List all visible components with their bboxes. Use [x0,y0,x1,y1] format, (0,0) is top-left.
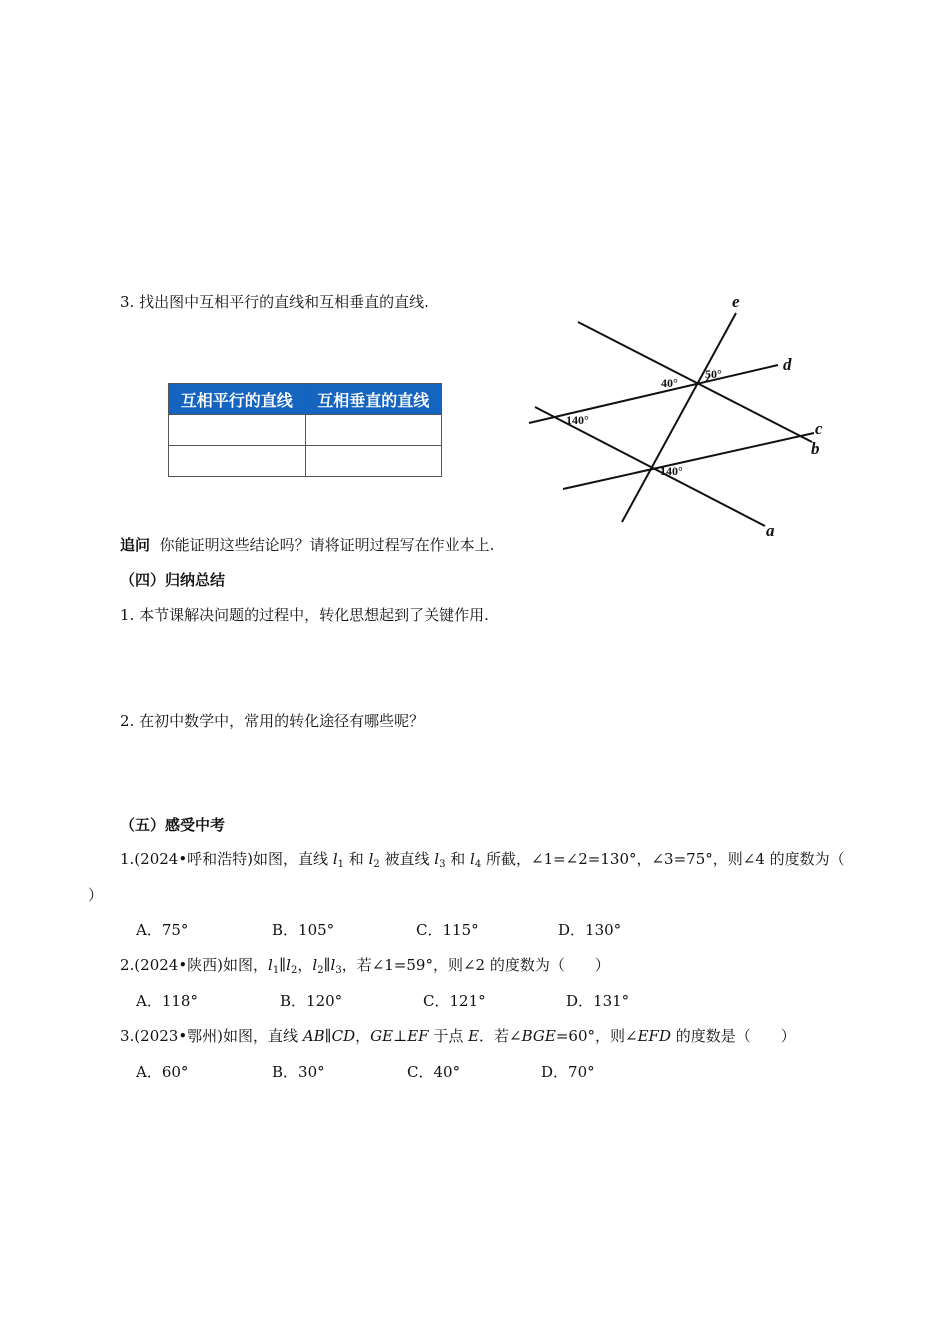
table-header-perpendicular: 互相垂直的直线 [305,384,442,415]
label-a: a [766,521,775,540]
table-cell[interactable] [305,415,442,446]
q1-option-b[interactable]: B．105° [272,921,335,939]
label-e: e [732,292,740,311]
angle-label: 140° [660,464,683,478]
followup-line [120,535,494,555]
summary-item-2: 2. 在初中数学中，常用的转化途径有哪些呢？ [120,712,425,730]
q2-option-c[interactable]: C．121° [423,992,486,1010]
table-header-parallel: 互相平行的直线 [169,384,306,415]
q3-option-d[interactable]: D．70° [541,1063,595,1081]
question-1-close: ） [88,886,104,904]
label-c: c [815,419,823,438]
followup-label: 追问 [120,536,151,554]
followup-text: 你能证明这些结论吗？请将证明过程写在作业本上. [159,536,495,554]
lines-figure [520,290,830,550]
angle-label: 40° [661,376,678,390]
label-d: d [783,355,792,374]
q2-option-d[interactable]: D．131° [566,992,630,1010]
q2-option-a[interactable]: A．118° [136,992,198,1010]
question-3: 3.(2023•鄂州)如图，直线 AB∥CD，GE⊥EF 于点 E．若∠BGE=60°，则∠EFD 的度数是（ ） [120,1027,796,1045]
angle-label: 50° [705,367,722,381]
q2-option-b[interactable]: B．120° [280,992,343,1010]
angle-label: 140° [566,413,589,427]
summary-heading: （四）归纳总结 [120,571,226,589]
summary-item-1: 1. 本节课解决问题的过程中，转化思想起到了关键作用. [120,606,489,624]
q1-option-a[interactable]: A．75° [136,921,189,939]
q1-option-d[interactable]: D．130° [558,921,622,939]
answer-table [168,383,442,477]
q3-option-a[interactable]: A．60° [136,1063,189,1081]
table-cell[interactable] [305,446,442,477]
q1-option-c[interactable]: C．115° [416,921,479,939]
line-b [578,322,812,442]
table-cell[interactable] [169,415,306,446]
q3-option-b[interactable]: B．30° [272,1063,325,1081]
line-e [622,313,736,522]
exam-heading: （五）感受中考 [120,816,226,834]
question-1: 1.(2024•呼和浩特)如图，直线 $l_1$ 和 $l_2$ 被直线 $l_3$ 和 $l_4$ 所截，∠1=∠2=130°，∠3=75°，则∠4 的度数为（ [120,850,845,870]
q3-option-c[interactable]: C．40° [407,1063,461,1081]
table-cell[interactable] [169,446,306,477]
label-b: b [811,439,820,458]
task3-text: 3. 找出图中互相平行的直线和互相垂直的直线. [120,293,429,311]
question-2: 2.(2024•陕西)如图，$l_1\parallel l_2$，$l_2\parallel l_3$，若∠1=59°，则∠2 的度数为（ ） [120,956,610,976]
